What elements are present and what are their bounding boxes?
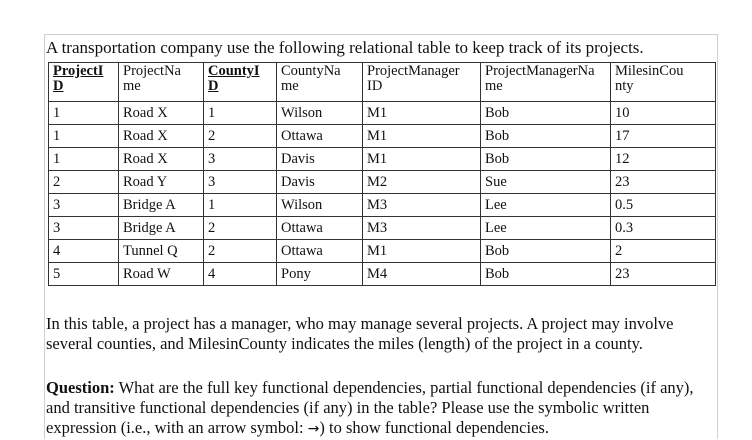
table-cell: 4 [204, 263, 277, 286]
table-cell: 2 [204, 125, 277, 148]
table-cell: 2 [49, 171, 119, 194]
table-cell: M1 [363, 125, 481, 148]
table-cell: 5 [49, 263, 119, 286]
table-cell: Road W [119, 263, 204, 286]
table-cell: 1 [204, 102, 277, 125]
table-row [49, 263, 716, 286]
table-cell: 1 [49, 102, 119, 125]
description-paragraph: In this table, a project has a manager, who may manage several projects. A project may involve several counties, and MilesinCounty indicates the miles (length) of the project in a county. [46, 314, 674, 353]
table-cell: M4 [363, 263, 481, 286]
table-cell: 23 [611, 263, 716, 286]
table-cell: 1 [49, 148, 119, 171]
table-cell: 2 [204, 240, 277, 263]
table-cell: 0.5 [611, 194, 716, 217]
table-cell: M3 [363, 194, 481, 217]
table-cell: Davis [277, 148, 363, 171]
table-cell: 3 [49, 217, 119, 240]
table-cell: Bob [481, 263, 611, 286]
table-cell: M1 [363, 102, 481, 125]
header-county-name: CountyNa me [277, 63, 363, 102]
table-cell: Ottawa [277, 217, 363, 240]
table-cell: Road Y [119, 171, 204, 194]
table-cell: Bob [481, 102, 611, 125]
header-project-manager-name: ProjectManagerNa me [481, 63, 611, 102]
table-cell: 3 [204, 171, 277, 194]
table-cell: Road X [119, 102, 204, 125]
table-cell: Wilson [277, 102, 363, 125]
table-cell: Ottawa [277, 125, 363, 148]
question-label: Question: [46, 378, 115, 397]
table-row [49, 194, 716, 217]
question-text: What are the full key functional dependencies, partial functional dependencies (if any), and transitive functional dependencies (if any) in the table? Please use the symbolic written expression (i.e., with an arrow symbol: [46, 378, 694, 437]
table-row [49, 171, 716, 194]
table-cell: Road X [119, 148, 204, 171]
table-row [49, 102, 716, 125]
table-cell: Bridge A [119, 194, 204, 217]
table-cell: 23 [611, 171, 716, 194]
arrow-icon: → [307, 421, 320, 437]
table-cell: Bob [481, 148, 611, 171]
table-cell: 2 [611, 240, 716, 263]
question-paragraph [46, 378, 714, 439]
table-row [49, 125, 716, 148]
table-row [49, 240, 716, 263]
table-row [49, 217, 716, 240]
table-cell: M2 [363, 171, 481, 194]
table-cell: M3 [363, 217, 481, 240]
table-cell: Wilson [277, 194, 363, 217]
table-cell: Ottawa [277, 240, 363, 263]
table-cell: Lee [481, 217, 611, 240]
table-cell: Bridge A [119, 217, 204, 240]
table-row [49, 148, 716, 171]
table-header-row [49, 63, 716, 102]
table-cell: Pony [277, 263, 363, 286]
table-cell: Road X [119, 125, 204, 148]
table-cell: Lee [481, 194, 611, 217]
table-cell: 12 [611, 148, 716, 171]
header-miles-in-county: MilesinCou nty [611, 63, 716, 102]
table-cell: 2 [204, 217, 277, 240]
table-cell: 17 [611, 125, 716, 148]
table-cell: 10 [611, 102, 716, 125]
table-cell: M1 [363, 148, 481, 171]
table-cell: 3 [49, 194, 119, 217]
table-cell: Bob [481, 125, 611, 148]
table-cell: 1 [49, 125, 119, 148]
table-cell: 0.3 [611, 217, 716, 240]
table-cell: 3 [204, 148, 277, 171]
intro-text: A transportation company use the following relational table to keep track of its projects. [46, 38, 644, 57]
table-cell: Bob [481, 240, 611, 263]
header-project-manager-id: ProjectManager ID [363, 63, 481, 102]
table-cell: 4 [49, 240, 119, 263]
header-county-id: CountyI D [204, 63, 277, 102]
projects-table [48, 62, 716, 286]
question-text-end: ) to show functional dependencies. [319, 418, 549, 437]
table-cell: 1 [204, 194, 277, 217]
table-cell: Davis [277, 171, 363, 194]
header-project-id: ProjectI D [49, 63, 119, 102]
header-project-name: ProjectNa me [119, 63, 204, 102]
table-cell: Tunnel Q [119, 240, 204, 263]
table-cell: Sue [481, 171, 611, 194]
table-cell: M1 [363, 240, 481, 263]
